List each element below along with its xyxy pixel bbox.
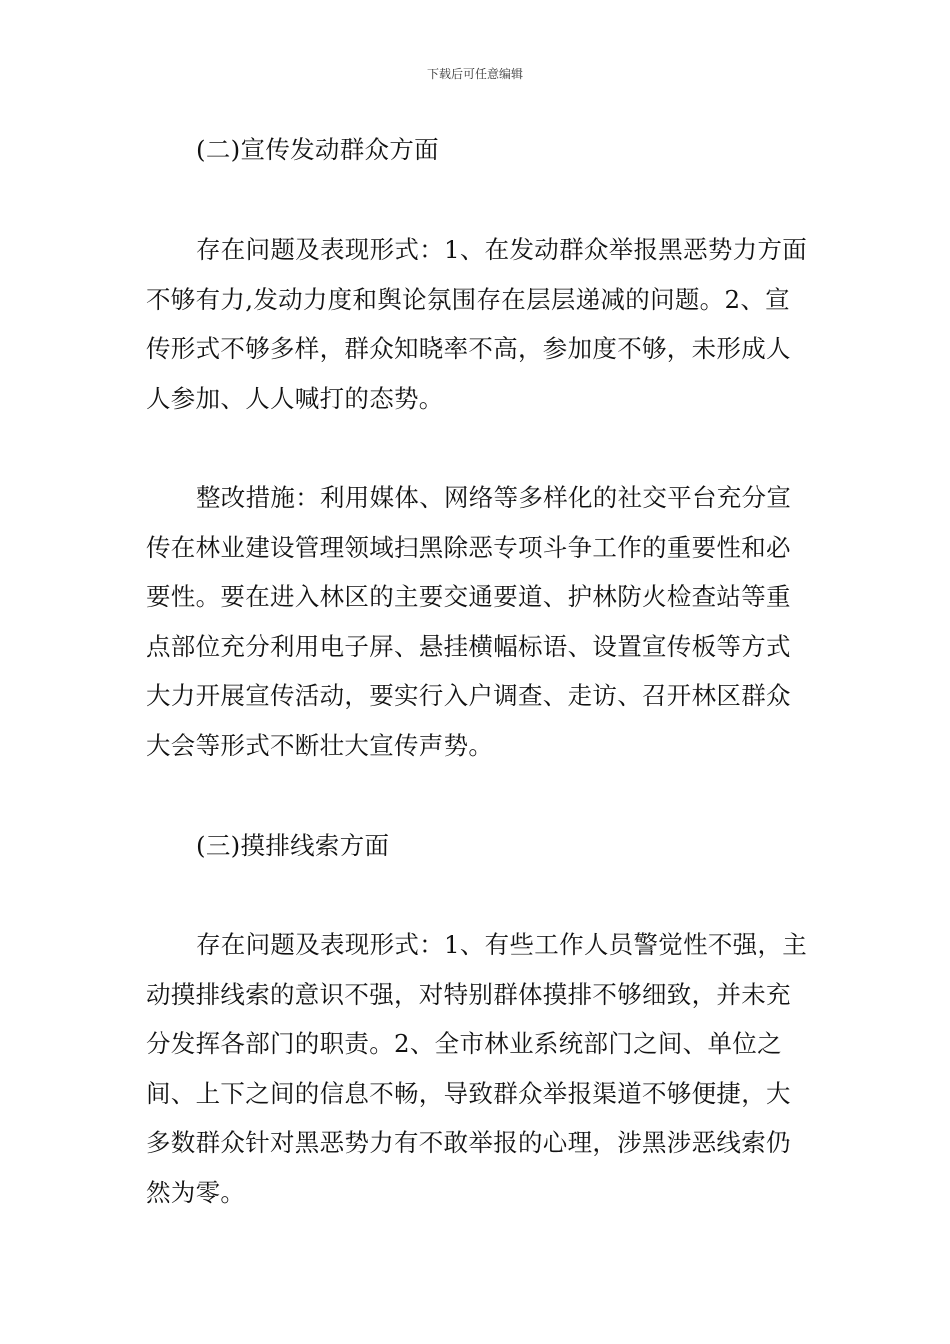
header-note: 下载后可任意编辑 [426, 67, 523, 81]
section-heading-2: (二)宣传发动群众方面 [196, 135, 439, 164]
section-heading-3: (三)摸排线索方面 [196, 831, 390, 860]
paragraph-section2-measures: 整改措施：利用媒体、网络等多样化的社交平台充分宣传在林业建设管理领域扫黑除恶专项斗争工作的重要性和必要性。要在进入林区的主要交通要道、护林防火检查站等重点部位充分利用电子屏、悬挂横幅标语、设置宣传板等方式大力开展宣传活动，要实行入户调查、走访、召开林区群众大会等形式不断壮大宣传声势。 [146, 483, 792, 760]
paragraph-section3-problems: 存在问题及表现形式：1、有些工作人员警觉性不强，主动摸排线索的意识不强，对特别群体摸排不够细致，并未充分发挥各部门的职责。2、全市林业系统部门之间、单位之间、上下之间的信息不畅，导致群众举报渠道不够便捷，大多数群众针对黑恶势力有不敢举报的心理，涉黑涉恶线索仍然为零。 [146, 930, 808, 1207]
paragraph-section2-problems: 存在问题及表现形式：1、在发动群众举报黑恶势力方面不够有力,发动力度和舆论氛围存在层层递减的问题。2、宣传形式不够多样，群众知晓率不高，参加度不够，未形成人人参加、人人喊打的态势。 [146, 235, 808, 413]
